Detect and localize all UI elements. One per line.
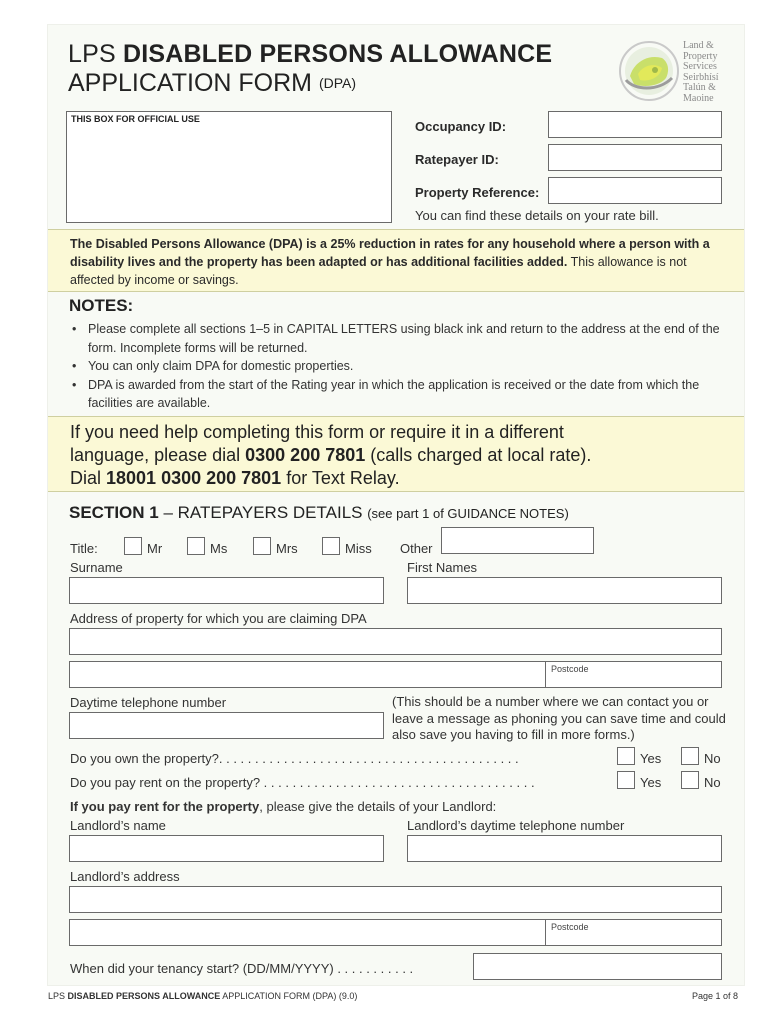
occupancy-id-label: Occupancy ID: xyxy=(415,119,507,134)
ratepayer-id-label: Ratepayer ID: xyxy=(415,152,499,167)
ratepayer-id-input[interactable] xyxy=(548,144,722,171)
help-phone-number: 0300 200 7801 xyxy=(245,445,366,465)
text-relay-number: 18001 0300 200 7801 xyxy=(106,468,282,488)
first-names-label: First Names xyxy=(407,560,478,575)
help-text: If you need help completing this form or require it in a different language, please dial 0300 200 7801 (calls charged at local rate). Dial 18001 0300 200 7801 for Text Relay. xyxy=(70,422,592,488)
title-other-label: Other xyxy=(400,541,433,556)
rent-no-checkbox[interactable] xyxy=(681,771,699,789)
form-subtitle: APPLICATION FORM (DPA) xyxy=(68,69,357,97)
title-other-input[interactable] xyxy=(441,527,594,554)
own-yes-label: Yes xyxy=(640,751,662,766)
own-property-question: Do you own the property?. . . . . . . . . . . . . . . . . . . . . . . . . . . . . . . . . . . . . . . . . . xyxy=(70,751,519,766)
footer-page-number: Page 1 of 8 xyxy=(692,991,739,1001)
note-item: • You can only claim DPA for domestic properties. xyxy=(70,357,730,376)
property-address-line-2[interactable] xyxy=(69,661,722,688)
postcode-label: Postcode xyxy=(551,664,589,674)
notes-title: NOTES: xyxy=(69,296,134,315)
property-address-label: Address of property for which you are claiming DPA xyxy=(70,611,367,626)
note-item: • Please complete all sections 1–5 in CAPITAL LETTERS using black ink and return to the address at the end of the form. Incomplete forms will be returned. xyxy=(70,320,730,357)
title-miss-label: Miss xyxy=(345,541,372,556)
occupancy-id-input[interactable] xyxy=(548,111,722,138)
rent-yes-checkbox[interactable] xyxy=(617,771,635,789)
daytime-phone-label: Daytime telephone number xyxy=(70,695,227,710)
landlord-postcode-label: Postcode xyxy=(551,922,589,932)
own-yes-checkbox[interactable] xyxy=(617,747,635,765)
footer-form-name: LPS DISABLED PERSONS ALLOWANCE APPLICATION FORM (DPA) (9.0) xyxy=(48,991,358,1001)
official-use-label: THIS BOX FOR OFFICIAL USE xyxy=(71,114,200,124)
section-1-heading: SECTION 1 – RATEPAYERS DETAILS (see part 1 of GUIDANCE NOTES) xyxy=(69,503,569,522)
rent-no-label: No xyxy=(704,775,721,790)
notes-list xyxy=(70,320,730,413)
surname-input[interactable] xyxy=(69,577,384,604)
logo-text: Land & Property Services Seirbhísí Talún & Maoine xyxy=(683,40,719,104)
rent-yes-label: Yes xyxy=(640,775,662,790)
official-use-box xyxy=(66,111,392,223)
landlord-phone-label: Landlord’s daytime telephone number xyxy=(407,818,625,833)
title-mrs-label: Mrs xyxy=(276,541,298,556)
title-ms-checkbox[interactable] xyxy=(187,537,205,555)
postcode-divider xyxy=(545,919,546,946)
surname-label: Surname xyxy=(70,560,123,575)
tenancy-start-question: When did your tenancy start? (DD/MM/YYYY) . . . . . . . . . . . xyxy=(70,961,414,976)
dpa-intro-text: The Disabled Persons Allowance (DPA) is a 25% reduction in rates for any household where a person with a disability lives and the property has been adapted or has additional facilities added. This allowance is not affected by income or savings. xyxy=(70,237,710,287)
landlord-address-line-2[interactable] xyxy=(69,919,722,946)
property-reference-input[interactable] xyxy=(548,177,722,204)
postcode-divider xyxy=(545,661,546,688)
title-mrs-checkbox[interactable] xyxy=(253,537,271,555)
title-miss-checkbox[interactable] xyxy=(322,537,340,555)
pay-rent-question: Do you pay rent on the property? . . . . . . . . . . . . . . . . . . . . . . . . . . . . . . . . . . . . . . xyxy=(70,775,535,790)
rate-bill-hint: You can find these details on your rate bill. xyxy=(415,208,659,223)
tenancy-start-input[interactable] xyxy=(473,953,722,980)
property-address-line-1[interactable] xyxy=(69,628,722,655)
landlord-name-input[interactable] xyxy=(69,835,384,862)
property-reference-label: Property Reference: xyxy=(415,185,540,200)
landlord-address-line-1[interactable] xyxy=(69,886,722,913)
landlord-address-label: Landlord’s address xyxy=(70,869,180,884)
landlord-phone-input[interactable] xyxy=(407,835,722,862)
title-mr-checkbox[interactable] xyxy=(124,537,142,555)
daytime-phone-input[interactable] xyxy=(69,712,384,739)
title-mr-label: Mr xyxy=(147,541,163,556)
landlord-intro: If you pay rent for the property, please give the details of your Landlord: xyxy=(70,799,497,814)
lps-logo-icon xyxy=(618,40,680,102)
own-no-label: No xyxy=(704,751,721,766)
form-title: LPS DISABLED PERSONS ALLOWANCE xyxy=(68,40,553,68)
first-names-input[interactable] xyxy=(407,577,722,604)
title-label: Title: xyxy=(70,541,98,556)
phone-note: (This should be a number where we can contact you or leave a message as phoning you can save time and could also save you having to fill in more forms.) xyxy=(392,694,726,742)
own-no-checkbox[interactable] xyxy=(681,747,699,765)
landlord-name-label: Landlord’s name xyxy=(70,818,166,833)
title-ms-label: Ms xyxy=(210,541,228,556)
note-item: • DPA is awarded from the start of the Rating year in which the application is received or the date from which the facilities are available. xyxy=(70,376,730,413)
